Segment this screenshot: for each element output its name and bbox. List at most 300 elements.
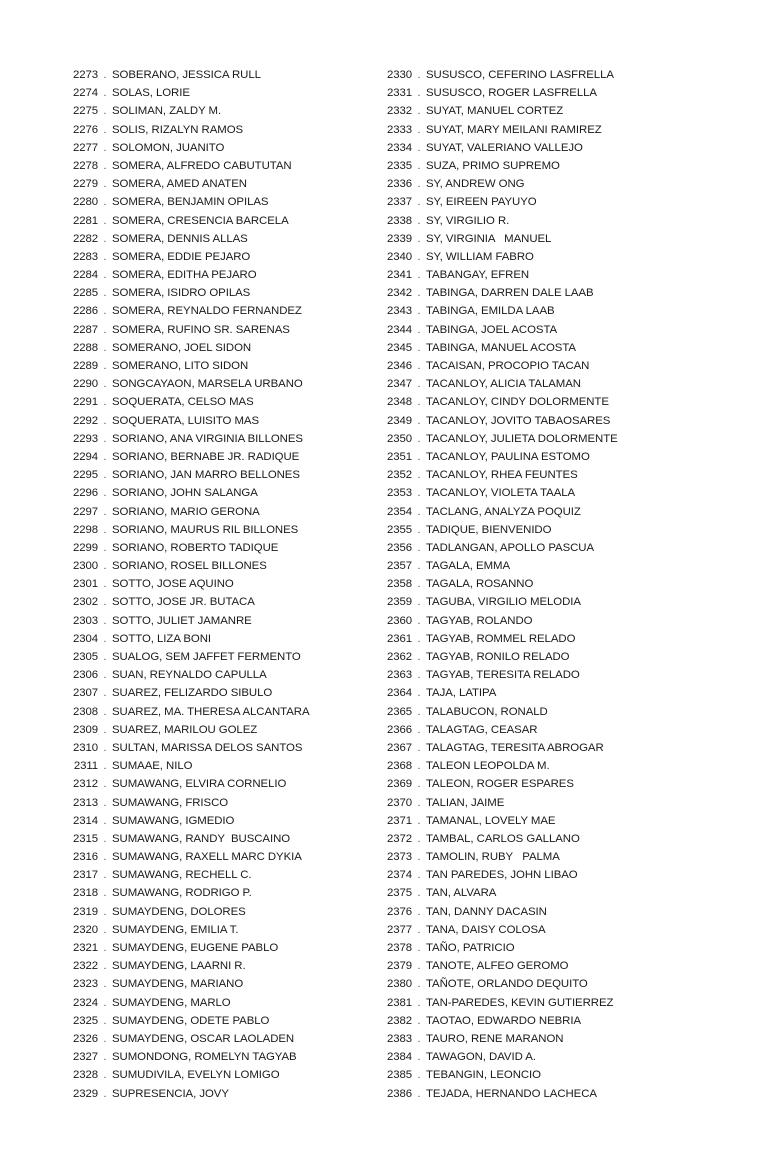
- entry-name: SOMERANO, LITO SIDON: [112, 360, 249, 372]
- entry-separator: .: [103, 1087, 107, 1100]
- entry-number: 2321: [73, 942, 98, 954]
- entry-separator: .: [103, 578, 107, 591]
- entry-separator: .: [103, 869, 107, 882]
- entry-number: 2275: [73, 105, 98, 118]
- entry-name: TAMBAL, CARLOS GALLANO: [426, 832, 580, 845]
- entry-number: 2342: [387, 287, 412, 300]
- entry-number: 2290: [73, 378, 98, 391]
- roster-entry: [378, 794, 708, 812]
- entry-name: TAN PAREDES, JOHN LIBAO: [426, 869, 578, 882]
- roster-entry: [64, 139, 374, 157]
- entry-separator: .: [417, 105, 421, 118]
- entry-separator: .: [103, 378, 107, 391]
- roster-entry: [378, 248, 708, 266]
- entry-name: TACANLOY, JULIETA DOLORMENTE: [426, 432, 618, 445]
- entry-separator: .: [103, 123, 107, 136]
- entry-separator: .: [103, 596, 107, 609]
- roster-entry: [64, 84, 374, 102]
- entry-name: SUMAWANG, RANDY BUSCAINO: [112, 832, 291, 845]
- entry-separator: .: [103, 978, 107, 991]
- roster-entry: [64, 157, 374, 175]
- entry-separator: .: [417, 232, 421, 245]
- entry-number: 2309: [73, 723, 98, 736]
- entry-number: 2311: [73, 760, 98, 773]
- entry-name: TALEON LEOPOLDA M.: [426, 760, 550, 773]
- entry-name: SORIANO, MARIO GERONA: [112, 505, 260, 518]
- entry-name: TAGYAB, RONILO RELADO: [426, 651, 570, 663]
- entry-number: 2360: [387, 614, 412, 627]
- roster-entry: [378, 975, 708, 993]
- roster-entry: [64, 412, 374, 430]
- roster-entry: [378, 575, 708, 593]
- entry-name: SUYAT, VALERIANO VALLEJO: [426, 141, 583, 154]
- entry-name: TAGALA, EMMA: [426, 560, 511, 573]
- entry-number: 2330: [387, 69, 412, 81]
- entry-separator: .: [417, 305, 421, 318]
- entry-name: SUMAWANG, RECHELL C.: [112, 869, 252, 882]
- entry-number: 2306: [73, 669, 98, 682]
- entry-name: TABINGA, DARREN DALE LAAB: [426, 287, 594, 300]
- entry-separator: .: [103, 232, 107, 245]
- roster-entry: [378, 848, 708, 866]
- roster-entry: [64, 757, 374, 775]
- roster-entry: [64, 630, 374, 648]
- entry-number: 2349: [387, 414, 412, 427]
- entry-number: 2339: [387, 232, 412, 245]
- entry-separator: .: [417, 978, 421, 991]
- roster-entry: [378, 430, 708, 448]
- entry-number: 2318: [73, 887, 98, 900]
- entry-name: SUMAYDENG, ODETE PABLO: [112, 1014, 270, 1027]
- entry-number: 2334: [387, 141, 412, 154]
- entry-name: SORIANO, JOHN SALANGA: [112, 487, 258, 500]
- roster-entry: [378, 466, 708, 484]
- entry-name: SUSUSCO, ROGER LASFRELLA: [426, 87, 597, 100]
- entry-name: SUMAWANG, RAXELL MARC DYKIA: [112, 851, 302, 864]
- entry-number: 2305: [73, 651, 98, 663]
- entry-separator: .: [417, 814, 421, 827]
- entry-name: SOMERA, CRESENCIA BARCELA: [112, 214, 289, 227]
- entry-separator: .: [417, 851, 421, 864]
- entry-name: TAWAGON, DAVID A.: [426, 1051, 536, 1064]
- entry-number: 2280: [73, 196, 98, 209]
- entry-name: TAOTAO, EDWARDO NEBRIA: [426, 1014, 582, 1027]
- entry-number: 2362: [387, 651, 412, 663]
- entry-name: TAGYAB, ROMMEL RELADO: [426, 632, 576, 645]
- entry-separator: .: [417, 832, 421, 845]
- entry-number: 2332: [387, 105, 412, 118]
- entry-name: TAN-PAREDES, KEVIN GUTIERREZ: [426, 996, 614, 1009]
- entry-separator: .: [103, 196, 107, 209]
- entry-name: SUAREZ, FELIZARDO SIBULO: [112, 687, 273, 700]
- roster-entry: [378, 139, 708, 157]
- entry-separator: .: [103, 796, 107, 809]
- entry-separator: .: [417, 432, 421, 445]
- entry-name: SOLIMAN, ZALDY M.: [112, 105, 222, 118]
- entry-name: SY, ANDREW ONG: [426, 178, 525, 191]
- entry-separator: .: [103, 396, 107, 409]
- entry-number: 2273: [73, 69, 98, 81]
- entry-separator: .: [103, 450, 107, 463]
- entry-name: TACANLOY, VIOLETA TAALA: [426, 487, 576, 500]
- roster-entry: [378, 1066, 708, 1084]
- roster-entry: [378, 812, 708, 830]
- entry-name: SORIANO, ROBERTO TADIQUE: [112, 541, 279, 554]
- entry-number: 2300: [73, 560, 98, 573]
- entry-name: SY, EIREEN PAYUYO: [426, 196, 537, 209]
- entry-name: SORIANO, ANA VIRGINIA BILLONES: [112, 432, 303, 445]
- roster-entry: [64, 521, 374, 539]
- entry-name: SUMAYDENG, OSCAR LAOLADEN: [112, 1032, 295, 1045]
- entry-name: SOMERA, EDDIE PEJARO: [112, 250, 251, 263]
- entry-name: TAÑO, PATRICIO: [426, 942, 515, 954]
- roster-entry: [64, 1012, 374, 1030]
- entry-number: 2385: [387, 1069, 412, 1082]
- entry-number: 2297: [73, 505, 98, 518]
- roster-entry: [378, 66, 708, 84]
- entry-separator: .: [417, 669, 421, 682]
- entry-number: 2356: [387, 541, 412, 554]
- entry-number: 2276: [73, 123, 98, 136]
- entry-number: 2335: [387, 159, 412, 172]
- entry-separator: .: [103, 923, 107, 936]
- entry-separator: .: [103, 159, 107, 172]
- entry-number: 2380: [387, 978, 412, 991]
- entry-name: SUAREZ, MA. THERESA ALCANTARA: [112, 705, 310, 718]
- entry-number: 2278: [73, 159, 98, 172]
- entry-separator: .: [103, 323, 107, 336]
- entry-name: SUYAT, MARY MEILANI RAMIREZ: [426, 123, 602, 136]
- roster-entry: [378, 666, 708, 684]
- entry-separator: .: [417, 869, 421, 882]
- entry-name: TANA, DAISY COLOSA: [426, 923, 546, 936]
- roster-entry: [378, 957, 708, 975]
- roster-entry: [378, 230, 708, 248]
- entry-name: SORIANO, ROSEL BILLONES: [112, 560, 267, 573]
- entry-separator: .: [417, 360, 421, 372]
- roster-entry: [378, 630, 708, 648]
- roster-entry: [378, 684, 708, 702]
- roster-entry: [378, 939, 708, 957]
- entry-separator: .: [417, 341, 421, 354]
- roster-entry: [64, 102, 374, 120]
- entry-name: SULTAN, MARISSA DELOS SANTOS: [112, 741, 303, 754]
- entry-number: 2338: [387, 214, 412, 227]
- entry-separator: .: [417, 178, 421, 191]
- entry-separator: .: [103, 851, 107, 864]
- roster-entry: [64, 339, 374, 357]
- entry-separator: .: [417, 250, 421, 263]
- entry-separator: .: [417, 396, 421, 409]
- entry-number: 2375: [387, 887, 412, 900]
- entry-name: TABINGA, MANUEL ACOSTA: [426, 341, 576, 354]
- entry-number: 2348: [387, 396, 412, 409]
- entry-number: 2329: [73, 1087, 98, 1100]
- entry-separator: .: [417, 687, 421, 700]
- entry-name: SUALOG, SEM JAFFET FERMENTO: [112, 651, 301, 663]
- entry-number: 2319: [73, 905, 98, 918]
- entry-number: 2377: [387, 923, 412, 936]
- roster-entry: [64, 612, 374, 630]
- entry-name: TADIQUE, BIENVENIDO: [426, 523, 552, 536]
- entry-number: 2308: [73, 705, 98, 718]
- entry-number: 2316: [73, 851, 98, 864]
- roster-list: [0, 66, 768, 1103]
- entry-name: TAMOLIN, RUBY PALMA: [426, 851, 560, 864]
- entry-name: TAJA, LATIPA: [426, 687, 497, 700]
- entry-separator: .: [417, 651, 421, 663]
- entry-separator: .: [417, 942, 421, 954]
- entry-number: 2312: [73, 778, 98, 791]
- entry-separator: .: [417, 614, 421, 627]
- entry-number: 2328: [73, 1069, 98, 1082]
- entry-separator: .: [417, 159, 421, 172]
- roster-entry: [378, 193, 708, 211]
- entry-number: 2307: [73, 687, 98, 700]
- entry-separator: .: [103, 287, 107, 300]
- roster-column-left: [64, 66, 374, 1103]
- entry-number: 2327: [73, 1051, 98, 1064]
- entry-separator: .: [417, 632, 421, 645]
- entry-separator: .: [103, 305, 107, 318]
- roster-entry: [378, 503, 708, 521]
- entry-name: SUMUDIVILA, EVELYN LOMIGO: [112, 1069, 280, 1082]
- entry-number: 2320: [73, 923, 98, 936]
- roster-entry: [378, 102, 708, 120]
- entry-name: SUZA, PRIMO SUPREMO: [426, 159, 560, 172]
- roster-entry: [378, 539, 708, 557]
- entry-name: SOMERA, BENJAMIN OPILAS: [112, 196, 269, 209]
- roster-entry: [64, 884, 374, 902]
- entry-name: SY, VIRGILIO R.: [426, 214, 510, 227]
- roster-entry: [378, 739, 708, 757]
- entry-name: TAÑOTE, ORLANDO DEQUITO: [426, 978, 588, 991]
- roster-entry: [378, 212, 708, 230]
- entry-name: SUMAWANG, ELVIRA CORNELIO: [112, 778, 287, 791]
- entry-number: 2284: [73, 269, 98, 282]
- entry-number: 2372: [387, 832, 412, 845]
- entry-name: SOTTO, JULIET JAMANRE: [112, 614, 252, 627]
- entry-name: SUMAYDENG, LAARNI R.: [112, 960, 246, 973]
- roster-entry: [378, 557, 708, 575]
- roster-entry: [64, 739, 374, 757]
- entry-name: TALABUCON, RONALD: [426, 705, 548, 718]
- entry-separator: .: [417, 450, 421, 463]
- entry-name: SOQUERATA, LUISITO MAS: [112, 414, 260, 427]
- entry-name: SOMERA, ISIDRO OPILAS: [112, 287, 251, 300]
- entry-name: SUAREZ, MARILOU GOLEZ: [112, 723, 258, 736]
- roster-entry: [64, 212, 374, 230]
- entry-number: 2378: [387, 942, 412, 954]
- entry-separator: .: [103, 905, 107, 918]
- entry-separator: .: [103, 178, 107, 191]
- entry-name: TACAISAN, PROCOPIO TACAN: [426, 360, 590, 372]
- entry-number: 2323: [73, 978, 98, 991]
- roster-entry: [378, 775, 708, 793]
- entry-separator: .: [417, 69, 421, 81]
- entry-number: 2317: [73, 869, 98, 882]
- entry-number: 2354: [387, 505, 412, 518]
- entry-name: TABINGA, JOEL ACOSTA: [426, 323, 558, 336]
- entry-number: 2281: [73, 214, 98, 227]
- entry-number: 2283: [73, 250, 98, 263]
- entry-separator: .: [417, 996, 421, 1009]
- roster-entry: [378, 703, 708, 721]
- entry-separator: .: [417, 196, 421, 209]
- entry-separator: .: [103, 1032, 107, 1045]
- entry-separator: .: [417, 960, 421, 973]
- roster-entry: [378, 448, 708, 466]
- roster-entry: [64, 357, 374, 375]
- roster-entry: [64, 466, 374, 484]
- entry-separator: .: [103, 541, 107, 554]
- entry-separator: .: [417, 1051, 421, 1064]
- entry-separator: .: [417, 123, 421, 136]
- entry-number: 2292: [73, 414, 98, 427]
- entry-name: SOMERA, ALFREDO CABUTUTAN: [112, 159, 292, 172]
- entry-number: 2373: [387, 851, 412, 864]
- entry-number: 2383: [387, 1032, 412, 1045]
- entry-name: SORIANO, MAURUS RIL BILLONES: [112, 523, 299, 536]
- entry-separator: .: [103, 778, 107, 791]
- roster-entry: [64, 193, 374, 211]
- roster-entry: [64, 175, 374, 193]
- entry-separator: .: [417, 560, 421, 573]
- roster-entry: [378, 157, 708, 175]
- entry-number: 2301: [73, 578, 98, 591]
- entry-separator: .: [417, 1087, 421, 1100]
- roster-entry: [64, 575, 374, 593]
- entry-number: 2350: [387, 432, 412, 445]
- entry-name: SY, VIRGINIA MANUEL: [426, 232, 552, 245]
- roster-entry: [378, 593, 708, 611]
- entry-number: 2296: [73, 487, 98, 500]
- entry-name: TALIAN, JAIME: [426, 796, 505, 809]
- entry-separator: .: [417, 887, 421, 900]
- roster-entry: [64, 593, 374, 611]
- roster-entry: [378, 412, 708, 430]
- entry-number: 2286: [73, 305, 98, 318]
- entry-name: SUMAWANG, FRISCO: [112, 796, 229, 809]
- roster-entry: [378, 302, 708, 320]
- entry-separator: .: [417, 1032, 421, 1045]
- entry-number: 2322: [73, 960, 98, 973]
- entry-number: 2353: [387, 487, 412, 500]
- entry-name: SUMAWANG, IGMEDIO: [112, 814, 235, 827]
- entry-separator: .: [417, 1069, 421, 1082]
- entry-number: 2331: [387, 87, 412, 100]
- entry-name: SOQUERATA, CELSO MAS: [112, 396, 254, 409]
- roster-entry: [378, 648, 708, 666]
- entry-separator: .: [103, 69, 107, 81]
- entry-number: 2288: [73, 341, 98, 354]
- entry-separator: .: [417, 741, 421, 754]
- roster-entry: [64, 1048, 374, 1066]
- entry-number: 2384: [387, 1051, 412, 1064]
- entry-name: SUMAYDENG, EUGENE PABLO: [112, 942, 279, 954]
- entry-number: 2359: [387, 596, 412, 609]
- entry-separator: .: [103, 687, 107, 700]
- entry-separator: .: [103, 505, 107, 518]
- entry-separator: .: [417, 541, 421, 554]
- roster-entry: [378, 266, 708, 284]
- entry-name: TAGUBA, VIRGILIO MELODIA: [426, 596, 581, 609]
- entry-separator: .: [103, 614, 107, 627]
- entry-number: 2386: [387, 1087, 412, 1100]
- entry-name: SOLAS, LORIE: [112, 87, 190, 100]
- entry-name: SOMERA, RUFINO SR. SARENAS: [112, 323, 290, 336]
- roster-entry: [378, 339, 708, 357]
- entry-number: 2279: [73, 178, 98, 191]
- roster-entry: [64, 393, 374, 411]
- entry-name: TAN, ALVARA: [426, 887, 497, 900]
- entry-separator: .: [417, 214, 421, 227]
- entry-name: SORIANO, JAN MARRO BELLONES: [112, 469, 300, 482]
- roster-entry: [64, 848, 374, 866]
- entry-name: TALAGTAG, CEASAR: [426, 723, 538, 736]
- roster-entry: [378, 1012, 708, 1030]
- entry-number: 2302: [73, 596, 98, 609]
- entry-number: 2315: [73, 832, 98, 845]
- roster-entry: [378, 357, 708, 375]
- entry-separator: .: [103, 651, 107, 663]
- entry-number: 2343: [387, 305, 412, 318]
- entry-separator: .: [417, 323, 421, 336]
- entry-number: 2368: [387, 760, 412, 773]
- entry-name: SOMERA, EDITHA PEJARO: [112, 269, 257, 282]
- entry-number: 2351: [387, 450, 412, 463]
- entry-separator: .: [417, 578, 421, 591]
- roster-entry: [64, 66, 374, 84]
- entry-number: 2287: [73, 323, 98, 336]
- entry-number: 2324: [73, 996, 98, 1009]
- entry-name: SOBERANO, JESSICA RULL: [112, 69, 261, 81]
- entry-name: TAGYAB, ROLANDO: [426, 614, 533, 627]
- roster-entry: [64, 230, 374, 248]
- entry-separator: .: [103, 523, 107, 536]
- entry-number: 2352: [387, 469, 412, 482]
- entry-name: TABINGA, EMILDA LAAB: [426, 305, 555, 318]
- roster-entry: [64, 484, 374, 502]
- entry-name: TACANLOY, RHEA FEUNTES: [426, 469, 578, 482]
- roster-entry: [64, 703, 374, 721]
- entry-separator: .: [103, 250, 107, 263]
- roster-entry: [378, 175, 708, 193]
- entry-separator: .: [103, 487, 107, 500]
- entry-number: 2294: [73, 450, 98, 463]
- entry-separator: .: [103, 1051, 107, 1064]
- entry-name: SORIANO, BERNABE JR. RADIQUE: [112, 450, 300, 463]
- entry-number: 2282: [73, 232, 98, 245]
- entry-name: SUMAYDENG, MARLO: [112, 996, 231, 1009]
- roster-entry: [64, 557, 374, 575]
- entry-name: TEBANGIN, LEONCIO: [426, 1069, 541, 1082]
- roster-entry: [378, 612, 708, 630]
- entry-name: SOMERA, AMED ANATEN: [112, 178, 247, 191]
- entry-separator: .: [103, 1014, 107, 1027]
- entry-name: SUYAT, MANUEL CORTEZ: [426, 105, 564, 118]
- entry-name: TACLANG, ANALYZA POQUIZ: [426, 505, 581, 518]
- roster-entry: [378, 994, 708, 1012]
- entry-separator: .: [103, 1069, 107, 1082]
- roster-entry: [64, 284, 374, 302]
- roster-entry: [64, 266, 374, 284]
- entry-name: SUMAYDENG, DOLORES: [112, 905, 246, 918]
- entry-name: SOMERA, REYNALDO FERNANDEZ: [112, 305, 302, 318]
- entry-number: 2293: [73, 432, 98, 445]
- roster-entry: [378, 1030, 708, 1048]
- roster-entry: [378, 284, 708, 302]
